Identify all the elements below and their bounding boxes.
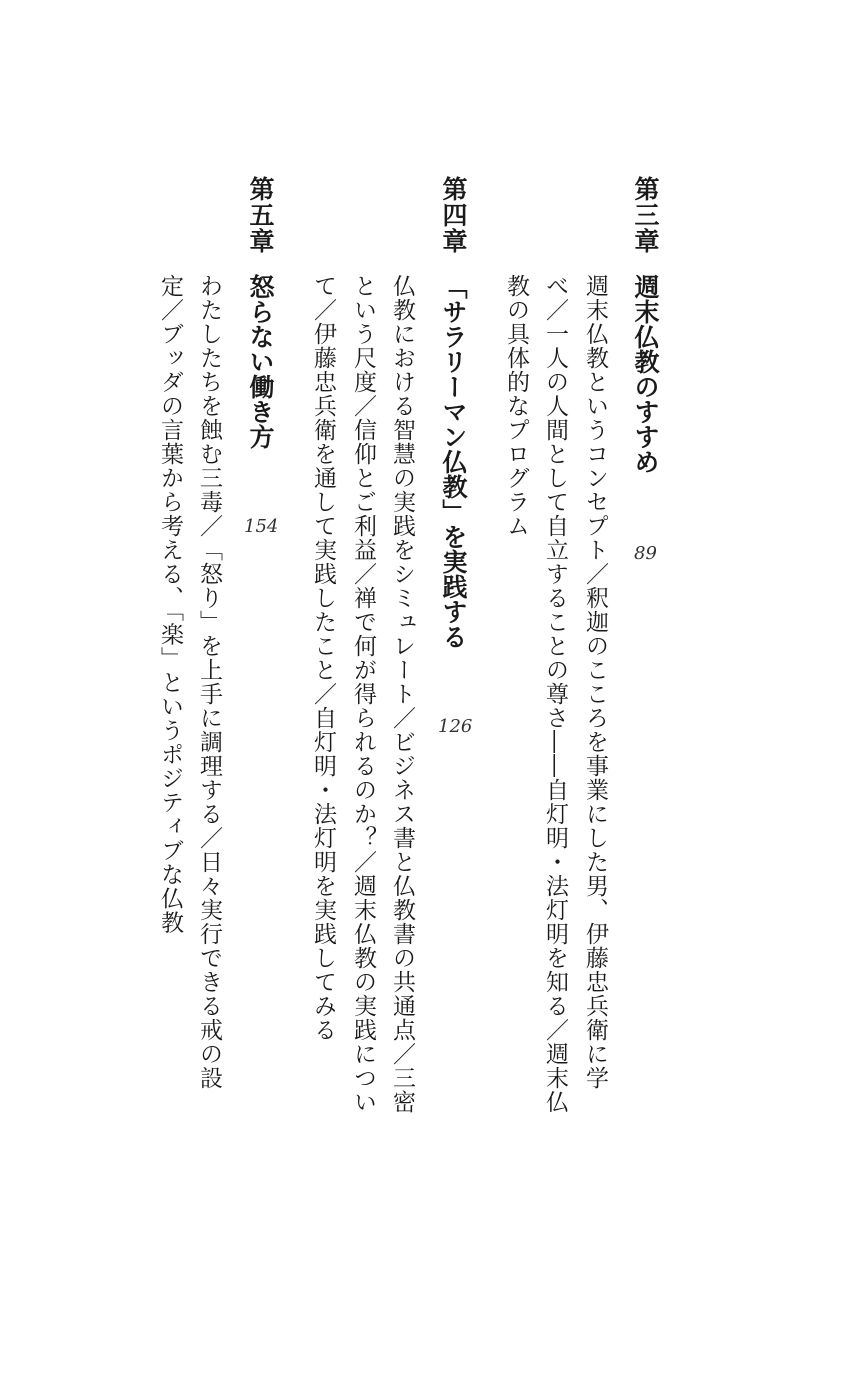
chapter-4-label: 第四章 — [439, 176, 468, 254]
chapter-5-title: 怒らない働き方 — [246, 274, 275, 449]
chapter-3-label: 第三章 — [631, 176, 660, 254]
chapter-4-desc-line-1: 仏教における智慧の実践をシミュレート／ビジネス書と仏教書の共通点／三密 — [389, 274, 415, 1114]
chapter-4-page-number: 126 — [438, 716, 473, 737]
chapter-5-desc-line-1: わたしたちを蝕む三毒／「怒り」を上手に調理する／日々実行できる戒の設 — [196, 274, 222, 1090]
chapter-3-title: 週末仏教のすすめ — [631, 274, 660, 474]
chapter-5-label: 第五章 — [246, 176, 275, 254]
chapter-4-desc-line-2: という尺度／信仰とご利益／禅で何が得られるのか？／週末仏教の実践につい — [350, 274, 376, 1114]
chapter-3-desc-line-1: 週末仏教というコンセプト／釈迦のこころを事業にした男、伊藤忠兵衛に学 — [582, 274, 608, 1090]
chapter-4-title: 「サラリーマン仏教」を実践する — [439, 274, 468, 649]
chapter-3-desc-line-3: 教の具体的なプログラム — [503, 274, 529, 538]
chapter-3-page-number: 89 — [634, 543, 657, 564]
chapter-5-desc-line-2: 定／ブッダの言葉から考える、「楽」というポジティブな仏教 — [157, 274, 183, 935]
chapter-3-desc-line-2: べ／一人の人間として自立することの尊さ――自灯明・法灯明を知る／週末仏 — [542, 274, 568, 1114]
chapter-5-page-number: 154 — [244, 516, 279, 537]
chapter-4-desc-line-3: て／伊藤忠兵衛を通して実践したこと／自灯明・法灯明を実践してみる — [310, 274, 336, 1042]
